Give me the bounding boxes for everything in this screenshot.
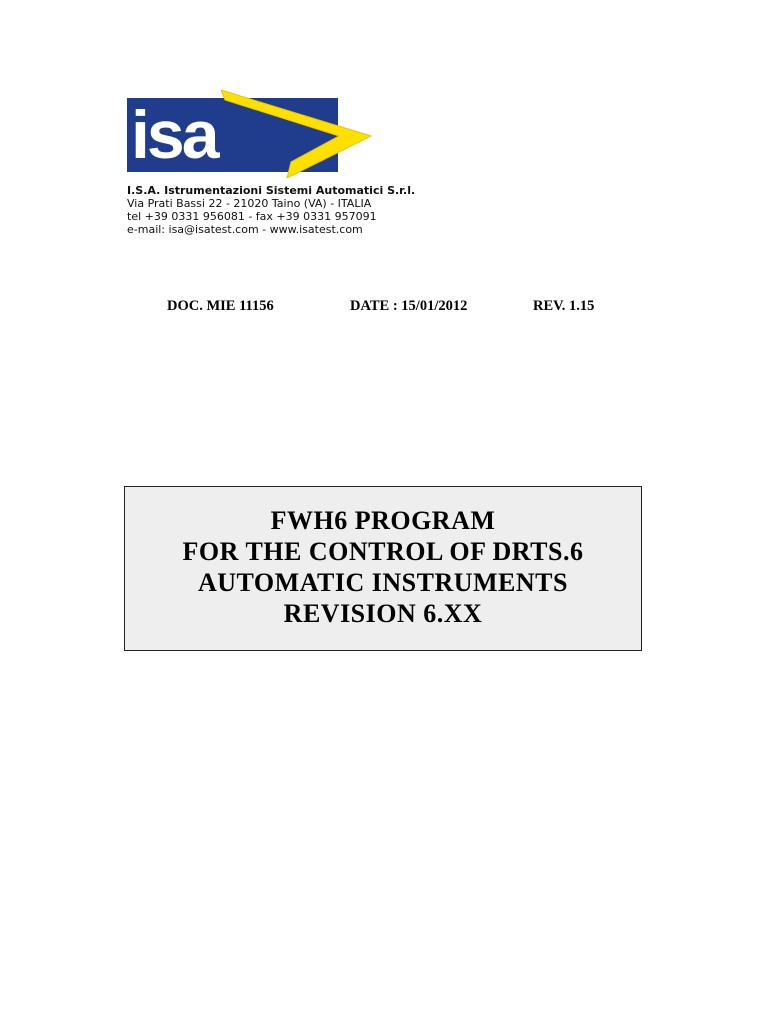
document-info-line <box>0 298 768 318</box>
company-address: Via Prati Bassi 22 - 21020 Taino (VA) - ITALIA <box>127 197 372 210</box>
title-line-4: REVISION 6.XX <box>283 598 483 628</box>
logo-brand-text: isa <box>131 97 217 173</box>
doc-number: DOC. MIE 11156 <box>167 298 274 314</box>
company-info <box>127 184 415 236</box>
company-phone-fax: tel +39 0331 956081 - fax +39 0331 957091 <box>127 210 377 223</box>
logo-arrow-icon <box>221 90 381 178</box>
title-line-2: FOR THE CONTROL OF DRTS.6 <box>182 536 584 566</box>
isa-logo <box>127 90 377 175</box>
company-name: I.S.A. Istrumentazioni Sistemi Automatici S.r.l. <box>127 184 416 197</box>
doc-revision: REV. 1.15 <box>533 298 595 314</box>
doc-date: DATE : 15/01/2012 <box>350 298 468 314</box>
title-line-1: FWH6 PROGRAM <box>270 505 496 535</box>
title-box <box>124 486 642 651</box>
company-contact: e-mail: isa@isatest.com - www.isatest.com <box>127 223 363 236</box>
title-line-3: AUTOMATIC INSTRUMENTS <box>198 567 568 597</box>
